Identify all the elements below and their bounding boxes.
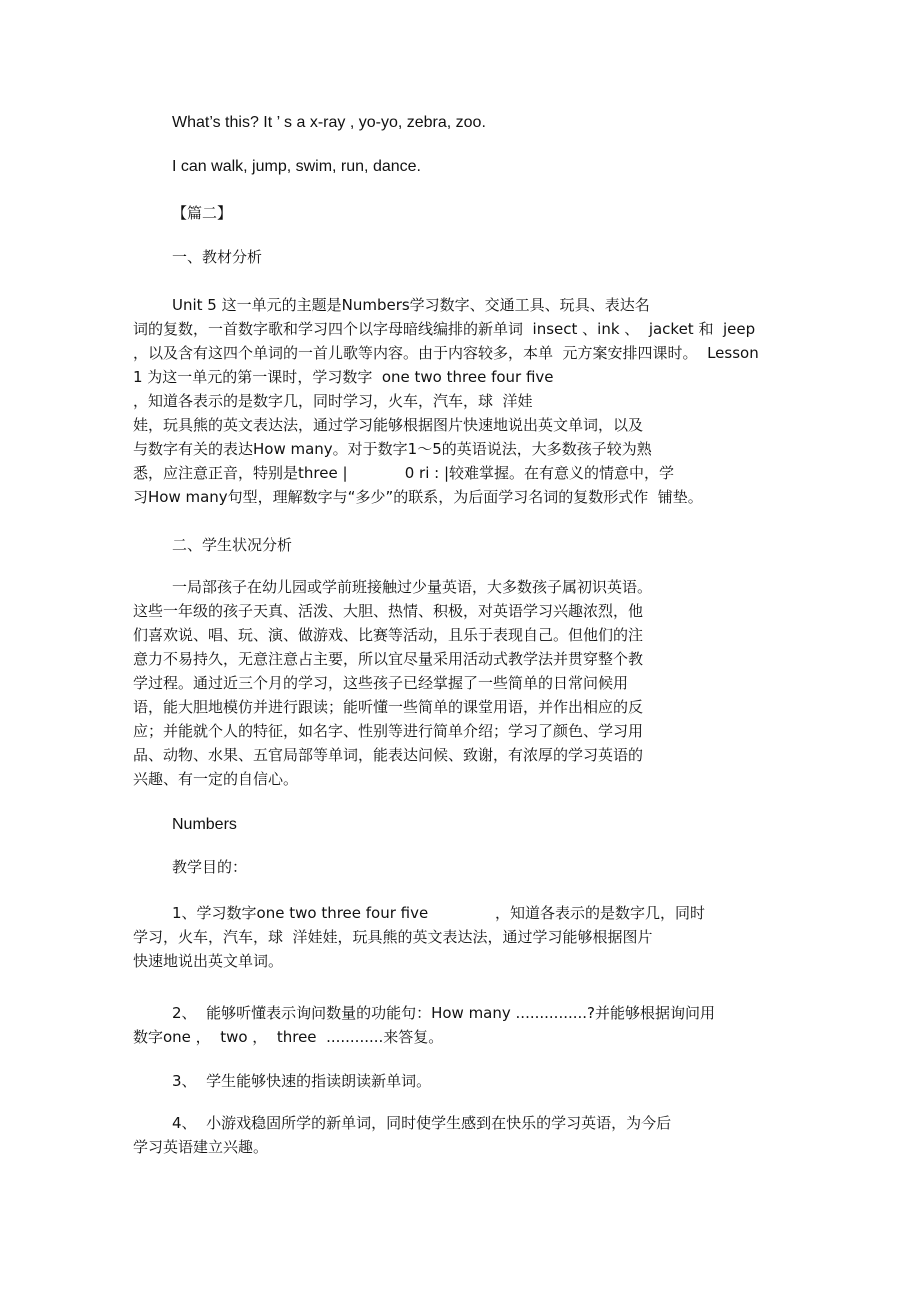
paragraph-line: 习How many句型，理解数字与“多少”的联系，为后面学习名词的复数形式作 铺垫。 <box>133 488 703 506</box>
paragraph-line: 学过程。通过近三个月的学习，这些孩子已经掌握了一些简单的日常问候用 <box>133 674 629 692</box>
section-heading: 教学目的： <box>172 858 248 876</box>
text-line: What’s this? It ’ s a x-ray , yo-yo, zebra, zoo. <box>172 114 486 131</box>
paragraph-line: 学习，火车，汽车，球 洋娃娃，玩具熊的英文表达法，通过学习能够根据图片 <box>133 928 653 946</box>
paragraph-line: 4、 小游戏稳固所学的新单词，同时使学生感到在快乐的学习英语，为今后 <box>172 1114 672 1132</box>
paragraph-line: ，知道各表示的是数字几，同时学习，火车，汽车，球 洋娃 <box>133 392 533 410</box>
paragraph-line: 与数字有关的表达How many。对于数字1～5的英语说法，大多数孩子较为熟 <box>133 440 652 458</box>
paragraph-line: 数字one ， two ， three ............来答复。 <box>133 1028 444 1046</box>
paragraph-line: 兴趣、有一定的自信心。 <box>133 770 299 788</box>
paragraph-line: 一局部孩子在幼儿园或学前班接触过少量英语，大多数孩子属初识英语。 <box>172 578 653 596</box>
paragraph-line: 1 为这一单元的第一课时，学习数字 one two three four five <box>133 368 554 386</box>
paragraph-line: 2、 能够听懂表示询问数量的功能句：How many ...............?并能够根据询问用 <box>172 1004 716 1022</box>
section-heading: Numbers <box>172 816 237 833</box>
paragraph-line: 学习英语建立兴趣。 <box>133 1138 269 1156</box>
paragraph-line: 1、学习数字one two three four five ，知道各表示的是数字几，同时 <box>172 904 705 922</box>
paragraph-line: 语，能大胆地模仿并进行跟读；能听懂一些简单的课堂用语，并作出相应的反 <box>133 698 644 716</box>
paragraph-line: 意力不易持久，无意注意占主要，所以宜尽量采用活动式教学法并贯穿整个教 <box>133 650 644 668</box>
paragraph-line: ，以及含有这四个单词的一首儿歌等内容。由于内容较多，本单 元方案安排四课时。 Lesson <box>133 344 759 362</box>
paragraph-line: 品、动物、水果、五官局部等单词，能表达问候、致谢，有浓厚的学习英语的 <box>133 746 644 764</box>
paragraph-line: 娃，玩具熊的英文表达法，通过学习能够根据图片快速地说出英文单词，以及 <box>133 416 644 434</box>
paragraph-line: 这些一年级的孩子天真、活泼、大胆、热情、积极，对英语学习兴趣浓烈，他 <box>133 602 644 620</box>
section-heading: 一、教材分析 <box>172 248 263 266</box>
paragraph-line: Unit 5 这一单元的主题是Numbers学习数字、交通工具、玩具、表达名 <box>172 296 650 314</box>
text-line: I can walk, jump, swim, run, dance. <box>172 158 421 175</box>
section-heading: 二、学生状况分析 <box>172 536 293 554</box>
paragraph-line: 词的复数，一首数字歌和学习四个以字母暗线编排的新单词 insect 、ink 、 jacket 和 jeep <box>133 320 756 338</box>
paragraph-line: 快速地说出英文单词。 <box>133 952 284 970</box>
paragraph-line: 3、 学生能够快速的指读朗读新单词。 <box>172 1072 432 1090</box>
paragraph-line: 悉，应注意正音，特别是three | 0 ri : |较难掌握。在有意义的情意中，学 <box>133 464 675 482</box>
paragraph-line: 应；并能就个人的特征，如名字、性别等进行简单介绍；学习了颜色、学习用 <box>133 722 644 740</box>
paragraph-line: 们喜欢说、唱、玩、演、做游戏、比赛等活动，且乐于表现自己。但他们的注 <box>133 626 644 644</box>
section-heading: 【篇二】 <box>172 204 233 222</box>
